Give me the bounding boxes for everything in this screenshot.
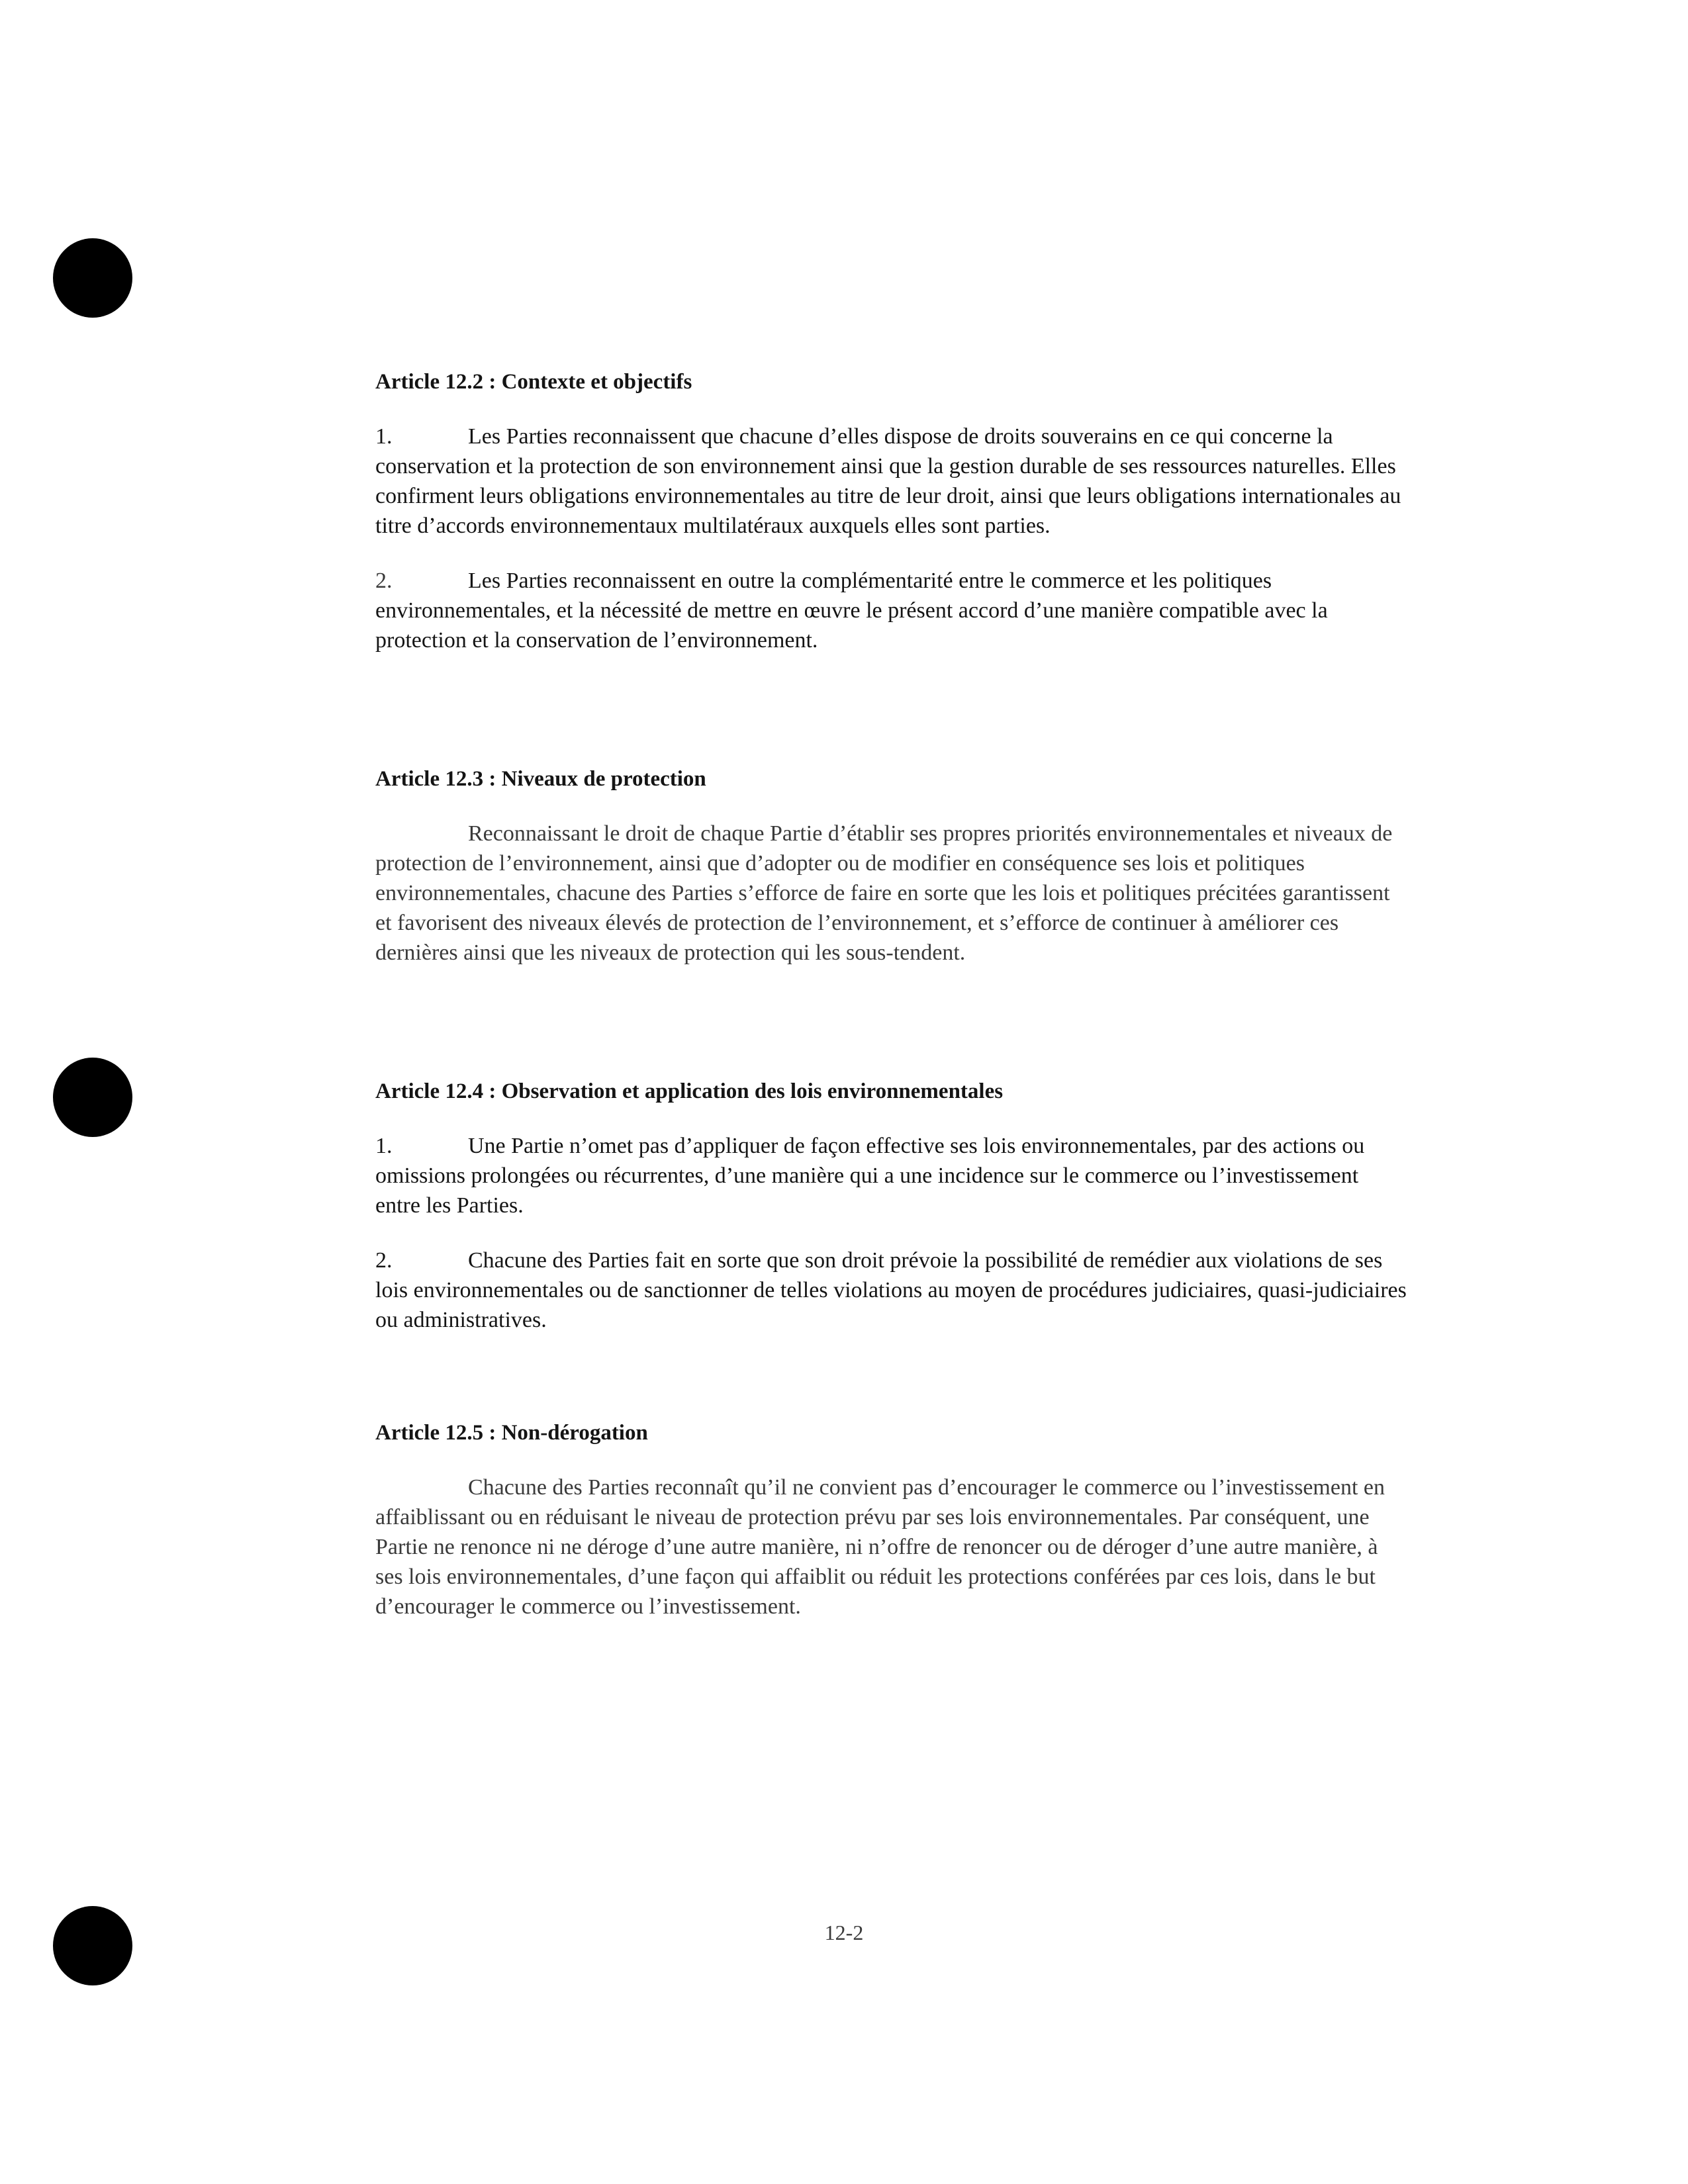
article-12-3 [375,764,1408,993]
article-heading: Article 12.5 : Non-dérogation [375,1421,648,1445]
article-12-4 [375,1077,1408,1360]
punch-hole-bottom [53,1906,132,1985]
paragraph-text: Les Parties reconnaissent que chacune d’elles dispose de droits souverains en ce qui concerne la conservation et la protection de son environnement ainsi que la gestion durable de ses ressources naturelles. Elles confirment leurs obligations environnementales au titre de leur droit, ainsi que leurs obligations internationales au titre d’accords environnementaux multilatéraux auxquels elles sont parties. [375,424,1401,538]
paragraph-text: Chacune des Parties fait en sorte que son droit prévoie la possibilité de remédier aux violations de ses lois environnementales ou de sanctionner de telles violations au moyen de procédures judiciaires, quasi-judiciaires ou administratives. [375,1248,1407,1332]
punch-hole-middle [53,1058,132,1137]
paragraph-number: 1. [375,424,393,449]
paragraph [375,1246,1408,1335]
paragraph [375,422,1408,541]
paragraph [375,566,1408,655]
paragraph [375,1131,1408,1220]
paragraph-number: 2. [375,1248,393,1273]
paragraph-text: Une Partie n’omet pas d’appliquer de façon effective ses lois environnementales, par des actions ou omissions prolongées ou récurrentes, d’une manière qui a une incidence sur le commerce ou l’investissement entre les Parties. [375,1134,1365,1218]
article-12-2 [375,367,1408,680]
page-number: 12-2 [824,1921,864,1944]
paragraph-text: Chacune des Parties reconnaît qu’il ne convient pas d’encourager le commerce ou l’investissement en affaiblissant ou en réduisant le niveau de protection prévu par ses lois environnementales. Par conséquent, une Partie ne renonce ni ne déroge d’une autre manière, ni n’offre de renoncer ou de déroger d’une autre manière, à ses lois environnementales, d’une façon qui affaiblit ou réduit les protections conférées par ces lois, dans le but d’encourager le commerce ou l’investissement. [375,1475,1385,1619]
article-heading: Article 12.3 : Niveaux de protection [375,767,706,791]
paragraph-number: 1. [375,1134,393,1158]
paragraph-text: Les Parties reconnaissent en outre la complémentarité entre le commerce et les politiques environnementales, et la nécessité de mettre en œuvre le présent accord d’une manière compatible avec la protection et la conservation de l’environnement. [375,569,1328,653]
article-12-5 [375,1418,1408,1647]
paragraph-text: Reconnaissant le droit de chaque Partie d’établir ses propres priorités environnementales et niveaux de protection de l’environnement, ainsi que d’adopter ou de modifier en conséquence ses lois et politiques environnementales, chacune des Parties s’efforce de faire en sorte que les lois et politiques précitées garantissent et favorisent des niveaux élevés de protection de l’environnement, et s’efforce de continuer à améliorer ces dernières ainsi que les niveaux de protection qui les sous-tendent. [375,821,1393,965]
article-heading: Article 12.2 : Contexte et objectifs [375,370,692,394]
punch-hole-top [53,238,132,318]
paragraph-number: 2. [375,569,393,593]
article-heading: Article 12.4 : Observation et application des lois environnementales [375,1079,1004,1103]
